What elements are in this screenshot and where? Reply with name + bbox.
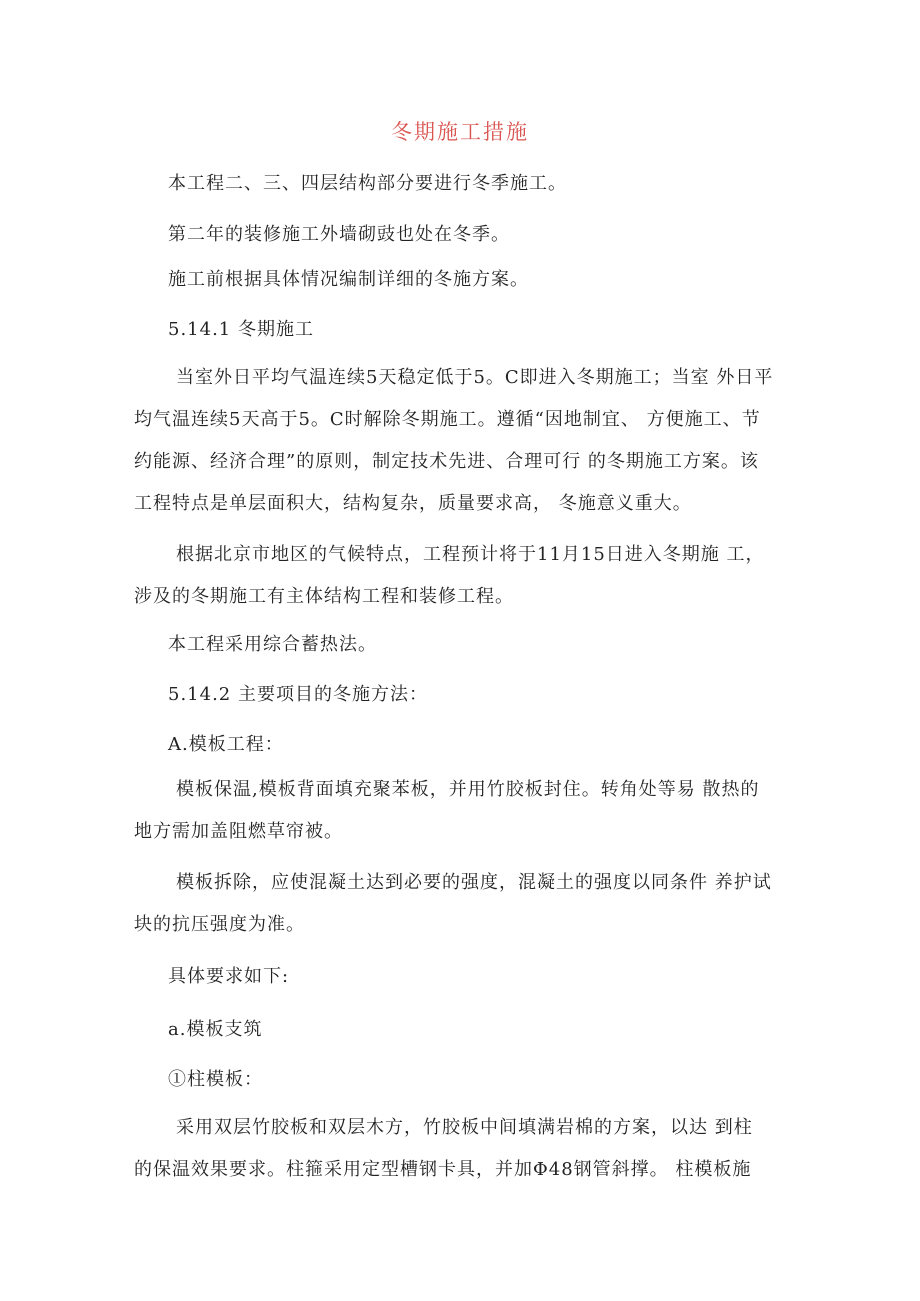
- paragraph-line: 均气温连续5天高于5。C时解除冬期施工。遵循“因地制宜、 方便施工、节: [134, 409, 761, 430]
- paragraph-line: 的保温效果要求。柱箍采用定型槽钢卡具，并加Φ48钢管斜撑。 柱模板施: [134, 1159, 752, 1180]
- paragraph-line: 本工程采用综合蓄热法。: [168, 634, 377, 655]
- subheading-formwork: A.模板工程：: [168, 734, 284, 755]
- paragraph-line: 块的抗压强度为准。: [134, 914, 305, 935]
- intro-line-3: 施工前根据具体情况编制详细的冬施方案。: [168, 269, 529, 290]
- document-title: 冬期施工措施: [391, 120, 529, 144]
- intro-line-2: 第二年的装修施工外墙砌豉也处在冬季。: [168, 224, 510, 245]
- paragraph-line: 当室外日平均气温连续5天稳定低于5。C即进入冬期施工；当室 外日平: [176, 367, 774, 388]
- paragraph-line: 根据北京市地区的气候特点，工程预计将于11月15日进入冬期施 工，: [176, 544, 765, 565]
- paragraph-line: 工程特点是单层面积大，结构复杂，质量要求高， 冬施意义重大。: [134, 493, 692, 514]
- intro-line-1: 本工程二、三、四层结构部分要进行冬季施工。: [168, 173, 567, 194]
- paragraph-line: 采用双层竹胶板和双层木方，竹胶板中间填满岩棉的方案，以达 到柱: [176, 1117, 753, 1138]
- requirements-intro: 具体要求如下:: [168, 966, 290, 987]
- paragraph-line: 模板拆除，应使混凝土达到必要的强度，混凝土的强度以同条件 养护试: [176, 872, 772, 893]
- paragraph-line: 模板保温,模板背面填充聚苯板，并用竹胶板封住。转角处等易 散热的: [176, 779, 760, 800]
- paragraph-line: 涉及的冬期施工有主体结构工程和装修工程。: [134, 586, 514, 607]
- paragraph-line: 约能源、经济合理”的原则，制定技术先进、合理可行 的冬期施工方案。该: [134, 451, 759, 472]
- item-column-formwork: ①柱模板：: [168, 1069, 263, 1090]
- section-heading-5-14-2: 5.14.2 主要项目的冬施方法：: [168, 684, 428, 705]
- paragraph-line: 地方需加盖阻燃草帘被。: [134, 821, 343, 842]
- section-heading-5-14-1: 5.14.1 冬期施工: [168, 319, 314, 340]
- item-formwork-support: a.模板支筑: [168, 1019, 263, 1040]
